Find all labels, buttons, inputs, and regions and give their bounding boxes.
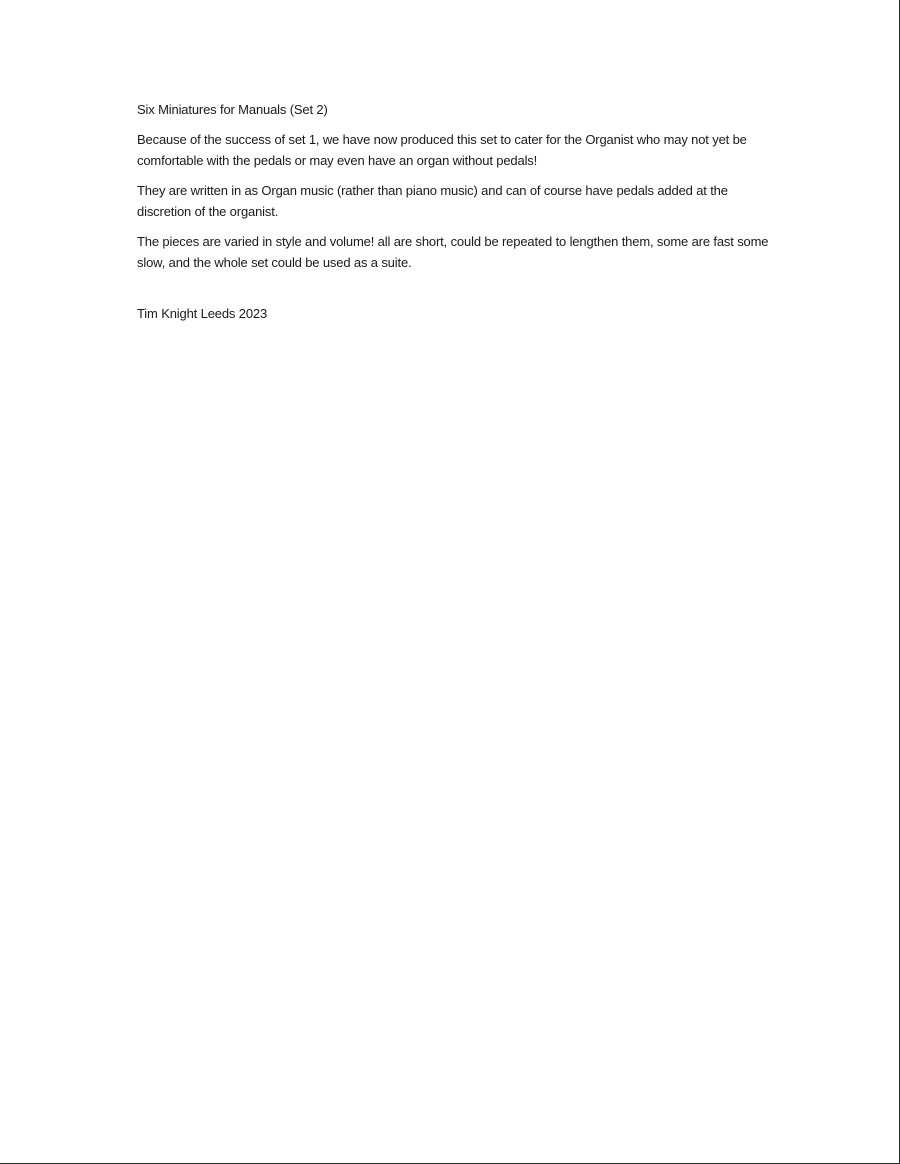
paragraph-intro: Because of the success of set 1, we have now produced this set to cater for the Organist who may not yet be comfortable with the pedals or may even have an organ without pedals! [137,132,747,168]
document-body [137,99,777,324]
document-title: Six Miniatures for Manuals (Set 2) [137,102,328,117]
paragraph-pieces: The pieces are varied in style and volume! all are short, could be repeated to lengthen them, some are fast some slow, and the whole set could be used as a suite. [137,234,769,270]
paragraph-organ-music: They are written in as Organ music (rather than piano music) and can of course have pedals added at the discretion of the organist. [137,183,728,219]
author-signature-line: Tim Knight Leeds 2023 [137,306,268,321]
